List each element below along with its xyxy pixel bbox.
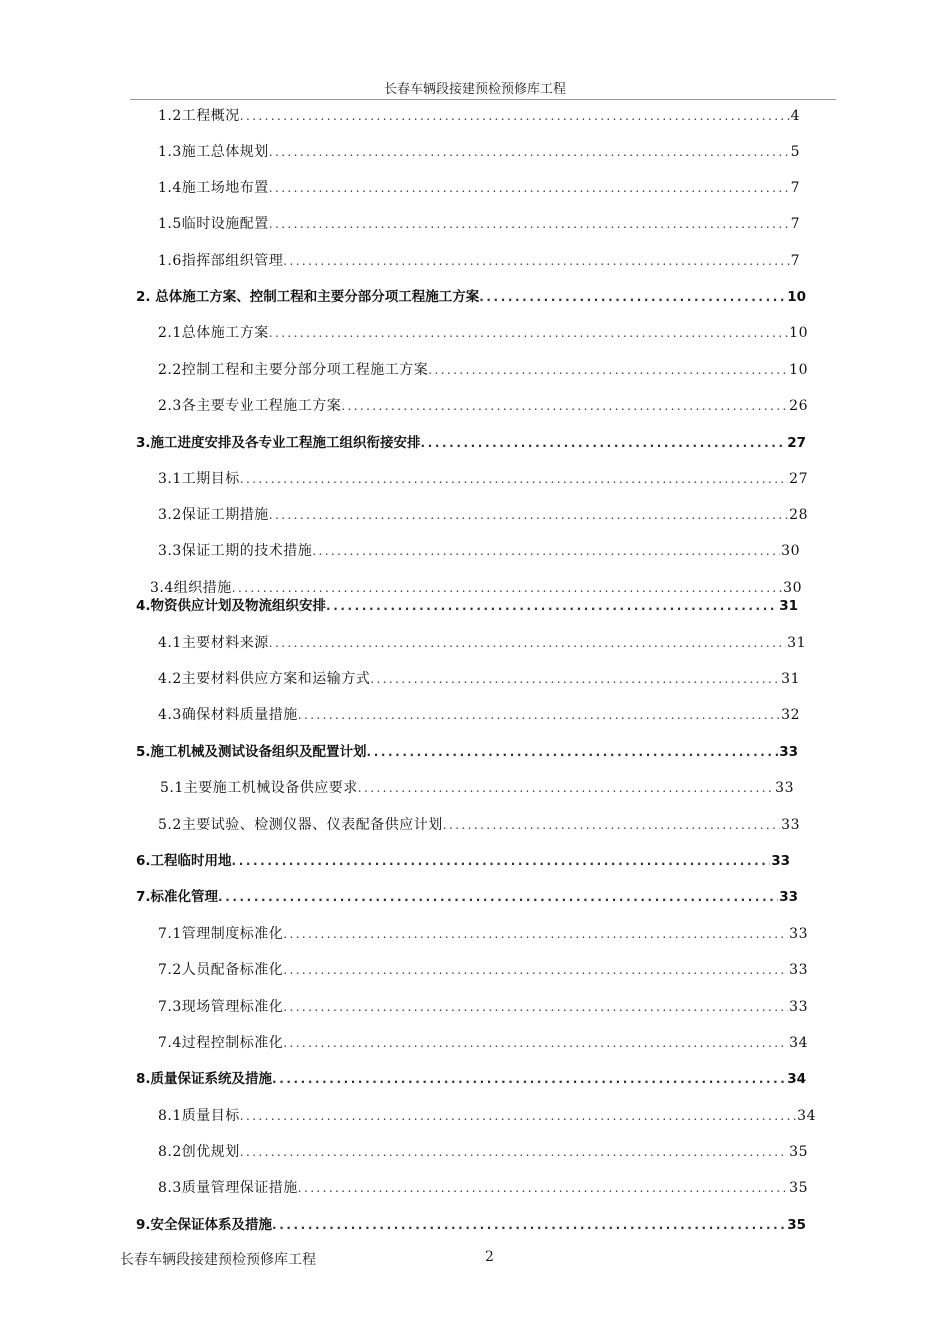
toc-entry-label: 5.施工机械及测试设备组织及配置计划 xyxy=(136,744,367,760)
toc-dot-leader xyxy=(298,1178,788,1198)
toc-entry[interactable] xyxy=(158,924,808,944)
toc-entry-page: 33 xyxy=(789,999,808,1015)
toc-entry-page: 27 xyxy=(787,435,806,451)
toc-dot-leader xyxy=(370,669,780,689)
toc-entry-page: 7 xyxy=(790,180,800,196)
toc-entry-page: 33 xyxy=(789,962,808,978)
toc-dot-leader xyxy=(341,396,788,416)
toc-dot-leader xyxy=(479,287,786,307)
toc-entry-page: 28 xyxy=(789,507,808,523)
toc-entry-label: 4.3确保材料质量措施 xyxy=(158,707,298,723)
toc-entry-label: 4.2主要材料供应方案和运输方式 xyxy=(158,671,371,687)
toc-entry-label: 1.5临时设施配置 xyxy=(158,216,269,232)
toc-entry[interactable] xyxy=(136,596,798,616)
toc-dot-leader xyxy=(283,1033,788,1053)
toc-entry-label: 8.1质量目标 xyxy=(158,1108,240,1124)
toc-entry[interactable] xyxy=(158,1142,808,1162)
toc-dot-leader xyxy=(240,1142,788,1162)
toc-entry[interactable] xyxy=(158,669,800,689)
toc-dot-leader xyxy=(269,505,788,525)
toc-entry-page: 35 xyxy=(789,1144,808,1160)
toc-entry-page: 31 xyxy=(781,671,800,687)
toc-entry-page: 33 xyxy=(789,926,808,942)
toc-dot-leader xyxy=(240,469,788,489)
toc-dot-leader xyxy=(232,578,782,598)
toc-entry[interactable] xyxy=(136,1215,806,1235)
toc-entry-label: 3.4组织措施 xyxy=(150,580,232,596)
toc-entry-label: 4.物资供应计划及物流组织安排 xyxy=(136,598,327,614)
toc-dot-leader xyxy=(358,778,774,798)
toc-entry[interactable] xyxy=(158,1106,816,1126)
toc-entry-label: 8.3质量管理保证措施 xyxy=(158,1180,298,1196)
toc-entry-page: 31 xyxy=(779,598,798,614)
toc-entry-label: 2.2控制工程和主要分部分项工程施工方案 xyxy=(158,362,429,378)
toc-entry-page: 10 xyxy=(789,325,808,341)
toc-entry-label: 7.标准化管理 xyxy=(136,889,219,905)
toc-entry-page: 32 xyxy=(781,707,800,723)
toc-dot-leader xyxy=(218,887,778,907)
toc-entry-label: 1.6指挥部组织管理 xyxy=(158,253,284,269)
toc-entry-label: 8.质量保证系统及措施 xyxy=(136,1071,273,1087)
toc-entry-page: 30 xyxy=(783,580,802,596)
toc-entry-page: 4 xyxy=(790,108,800,124)
page-footer-title: 长春车辆段接建预检预修库工程 xyxy=(120,1252,316,1268)
toc-dot-leader xyxy=(269,178,790,198)
page-number: 2 xyxy=(485,1249,494,1265)
toc-entry-label: 7.2人员配备标准化 xyxy=(158,962,284,978)
toc-entry-label: 9.安全保证体系及措施 xyxy=(136,1217,273,1233)
toc-entry-label: 5.2主要试验、检测仪器、仪表配备供应计划 xyxy=(158,817,443,833)
toc-entry[interactable] xyxy=(158,633,806,653)
toc-entry-page: 10 xyxy=(789,362,808,378)
toc-entry[interactable] xyxy=(158,142,800,162)
toc-entry-page: 7 xyxy=(790,216,800,232)
toc-dot-leader xyxy=(283,960,788,980)
toc-entry-label: 7.3现场管理标准化 xyxy=(158,999,284,1015)
toc-entry-page: 34 xyxy=(789,1035,808,1051)
toc-entry[interactable] xyxy=(158,251,800,271)
toc-dot-leader xyxy=(312,541,780,561)
toc-entry[interactable] xyxy=(136,287,806,307)
toc-dot-leader xyxy=(272,1215,786,1235)
toc-entry-label: 1.2工程概况 xyxy=(158,108,240,124)
toc-entry[interactable] xyxy=(160,778,794,798)
toc-entry-page: 30 xyxy=(781,543,800,559)
toc-entry[interactable] xyxy=(158,396,808,416)
toc-dot-leader xyxy=(421,433,787,453)
page-header-title: 长春车辆段接建预检预修库工程 xyxy=(383,82,566,97)
toc-dot-leader xyxy=(298,705,780,725)
toc-entry-label: 5.1主要施工机械设备供应要求 xyxy=(160,780,358,796)
toc-entry[interactable] xyxy=(158,106,800,126)
toc-entry[interactable] xyxy=(136,851,790,871)
toc-dot-leader xyxy=(269,633,786,653)
toc-entry[interactable] xyxy=(158,997,808,1017)
toc-entry-page: 33 xyxy=(771,853,790,869)
toc-dot-leader xyxy=(269,323,788,343)
toc-entry-page: 33 xyxy=(775,780,794,796)
toc-entry[interactable] xyxy=(158,214,800,234)
toc-entry-label: 7.4过程控制标准化 xyxy=(158,1035,284,1051)
toc-entry-page: 34 xyxy=(787,1071,806,1087)
toc-entry[interactable] xyxy=(150,578,802,598)
toc-entry-page: 33 xyxy=(781,817,800,833)
toc-entry-page: 5 xyxy=(790,144,800,160)
toc-entry[interactable] xyxy=(158,541,800,561)
toc-entry[interactable] xyxy=(158,505,808,525)
toc-entry-label: 7.1管理制度标准化 xyxy=(158,926,284,942)
toc-entry[interactable] xyxy=(158,1033,808,1053)
toc-dot-leader xyxy=(367,742,779,762)
toc-entry-label: 6.工程临时用地 xyxy=(136,853,232,869)
toc-dot-leader xyxy=(326,596,778,616)
toc-dot-leader xyxy=(443,815,780,835)
toc-entry-page: 26 xyxy=(789,398,808,414)
toc-entry-page: 35 xyxy=(787,1217,806,1233)
toc-dot-leader xyxy=(283,251,789,271)
toc-entry-page: 10 xyxy=(787,289,806,305)
toc-entry[interactable] xyxy=(158,323,808,343)
toc-dot-leader xyxy=(240,1106,796,1126)
toc-entry[interactable] xyxy=(136,742,798,762)
toc-entry-label: 1.3施工总体规划 xyxy=(158,144,269,160)
toc-dot-leader xyxy=(283,997,788,1017)
toc-entry[interactable] xyxy=(158,178,800,198)
toc-entry[interactable] xyxy=(158,1178,808,1198)
toc-dot-leader xyxy=(269,142,790,162)
toc-dot-leader xyxy=(240,106,790,126)
toc-entry-label: 2.3各主要专业工程施工方案 xyxy=(158,398,342,414)
toc-entry[interactable] xyxy=(136,433,806,453)
toc-entry-page: 34 xyxy=(797,1108,816,1124)
toc-entry-page: 33 xyxy=(779,744,798,760)
toc-entry-label: 4.1主要材料来源 xyxy=(158,635,269,651)
toc-entry-label: 2. 总体施工方案、控制工程和主要分部分项工程施工方案 xyxy=(136,289,480,305)
toc-entry[interactable] xyxy=(136,887,798,907)
toc-entry[interactable] xyxy=(158,705,800,725)
toc-entry-page: 27 xyxy=(789,471,808,487)
toc-entry-label: 3.2保证工期措施 xyxy=(158,507,269,523)
toc-entry-label: 1.4施工场地布置 xyxy=(158,180,269,196)
toc-entry-page: 7 xyxy=(790,253,800,269)
toc-entry-page: 31 xyxy=(787,635,806,651)
toc-entry[interactable] xyxy=(136,1069,806,1089)
toc-entry[interactable] xyxy=(158,815,800,835)
toc-dot-leader xyxy=(269,214,790,234)
toc-entry-label: 8.2创优规划 xyxy=(158,1144,240,1160)
toc-entry[interactable] xyxy=(158,469,808,489)
toc-dot-leader xyxy=(232,851,771,871)
toc-entry-label: 3.施工进度安排及各专业工程施工组织衔接安排 xyxy=(136,435,421,451)
toc-entry-label: 3.1工期目标 xyxy=(158,471,240,487)
toc-entry-page: 33 xyxy=(779,889,798,905)
toc-entry[interactable] xyxy=(158,960,808,980)
toc-entry-page: 35 xyxy=(789,1180,808,1196)
toc-dot-leader xyxy=(428,360,788,380)
toc-entry-label: 2.1总体施工方案 xyxy=(158,325,269,341)
toc-entry-label: 3.3保证工期的技术措施 xyxy=(158,543,313,559)
toc-dot-leader xyxy=(272,1069,786,1089)
toc-dot-leader xyxy=(283,924,788,944)
toc-entry[interactable] xyxy=(158,360,808,380)
